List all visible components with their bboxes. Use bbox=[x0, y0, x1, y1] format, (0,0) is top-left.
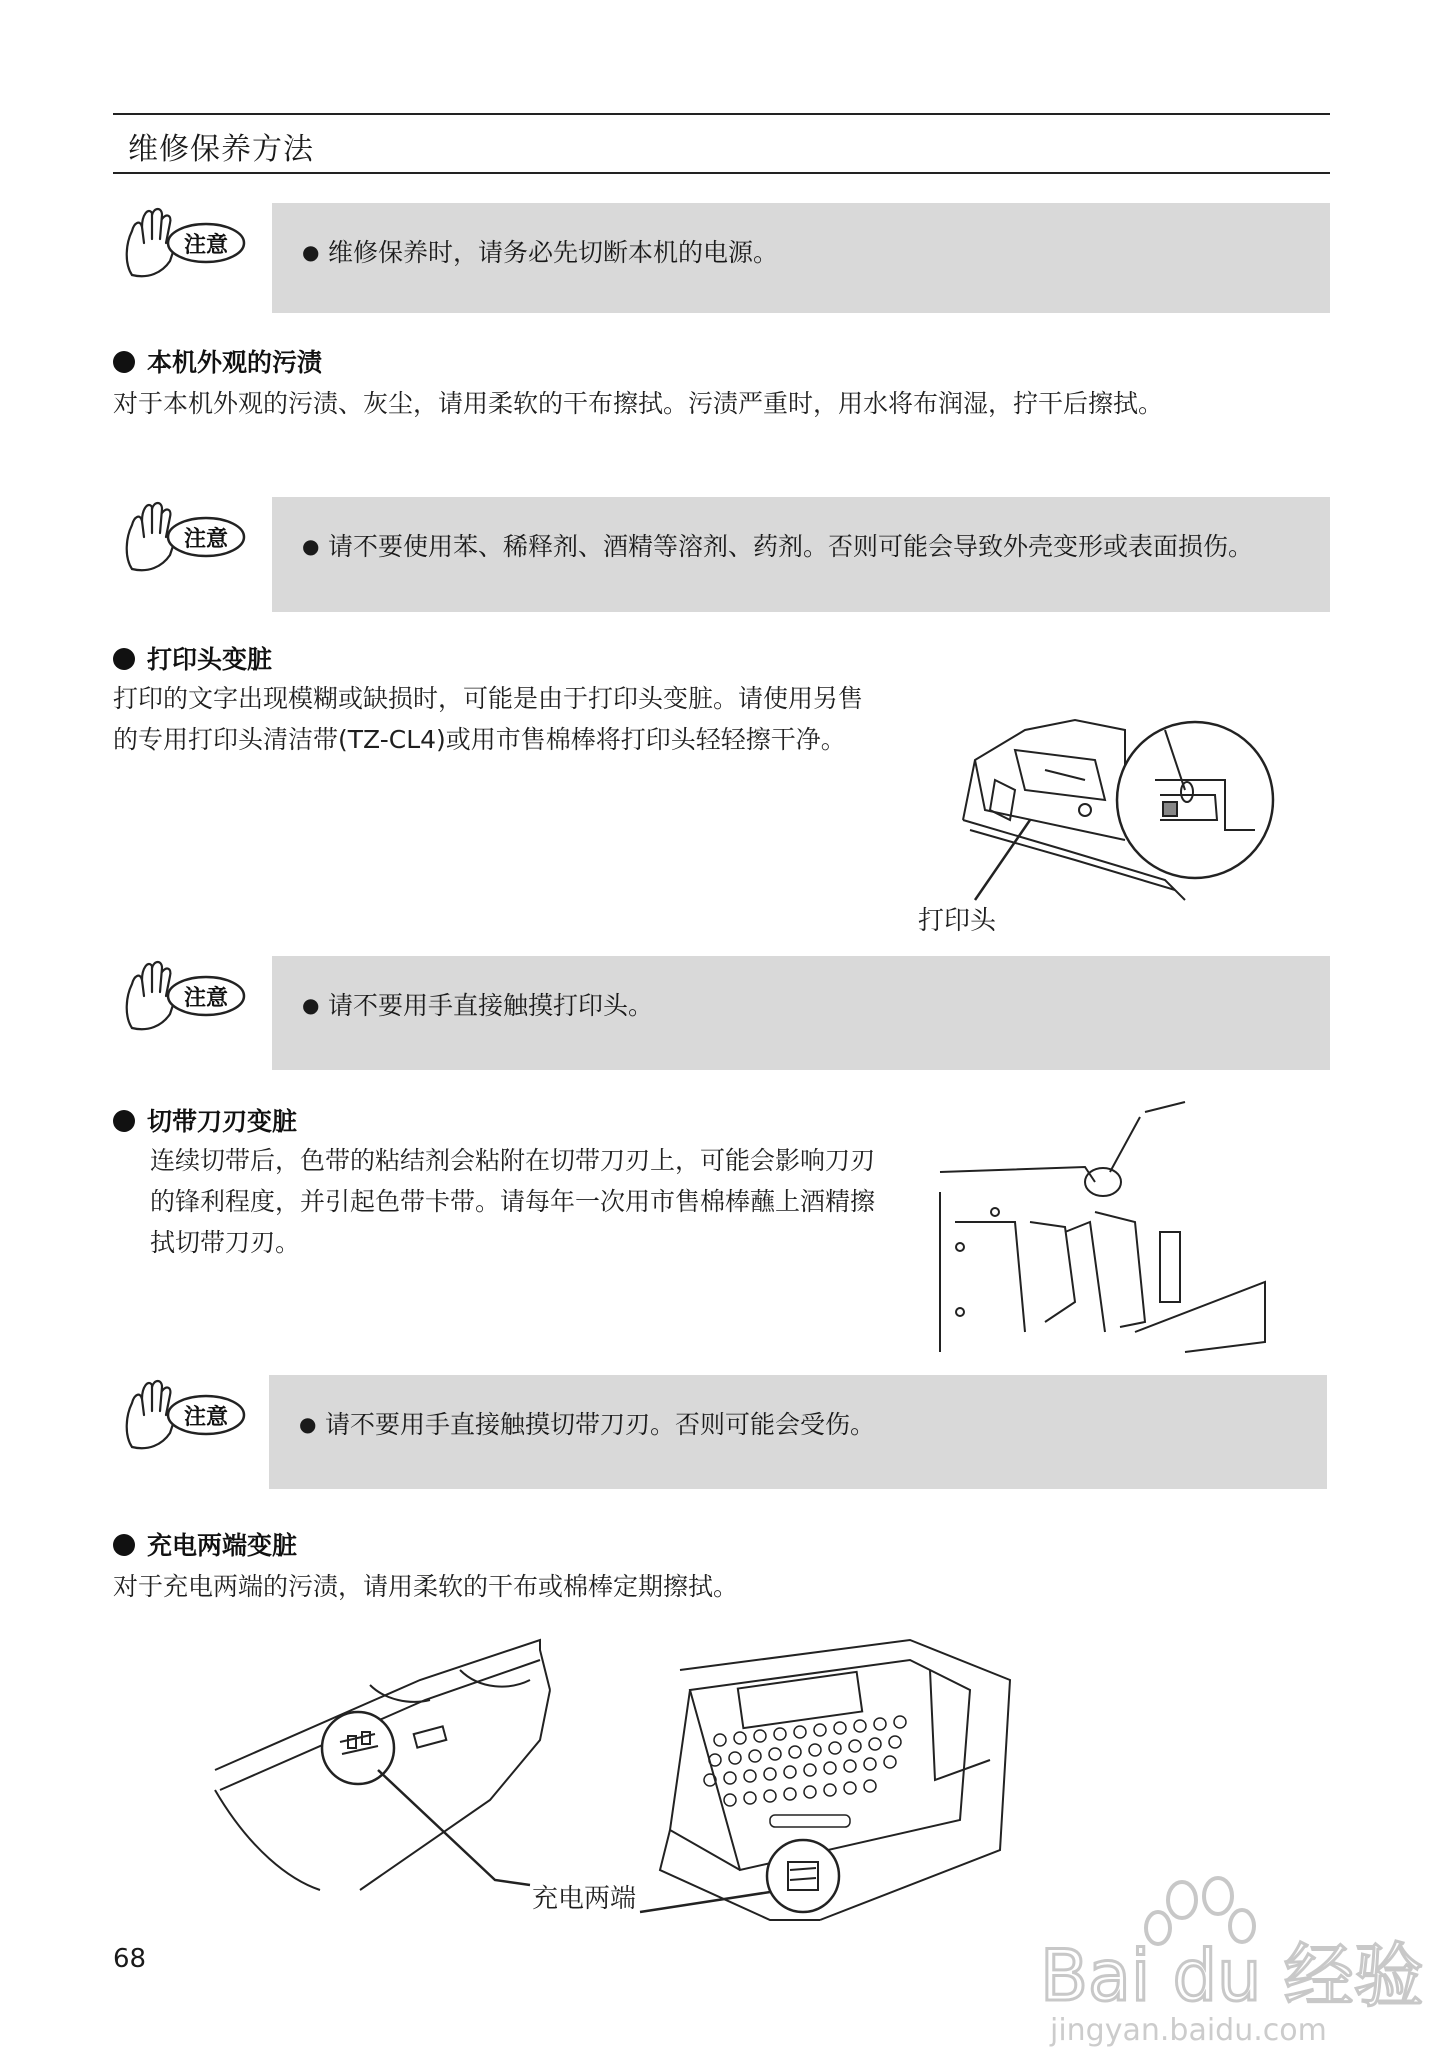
svg-text:注意: 注意 bbox=[183, 986, 229, 1011]
notice-box-4: ● 请不要用手直接触摸切带刀刃。否则可能会受伤。 bbox=[269, 1375, 1327, 1489]
notice-text: 请不要用手直接触摸切带刀刃。否则可能会受伤。 bbox=[325, 1410, 876, 1439]
svg-text:注意: 注意 bbox=[183, 1405, 229, 1430]
section-heading: 切带刀刃变脏 bbox=[113, 1102, 297, 1138]
notice-text: 请不要用手直接触摸打印头。 bbox=[328, 991, 654, 1020]
notice-box-2: ● 请不要使用苯、稀释剂、酒精等溶剂、药剂。否则可能会导致外壳变形或表面损伤。 bbox=[272, 497, 1330, 612]
watermark-brand: Bai du 经验 bbox=[1040, 1935, 1424, 2017]
section-body: 打印的文字出现模糊或缺损时，可能是由于打印头变脏。请使用另售的专用打印头清洁带(TZ-CL4)或用市售棉棒将打印头轻轻擦干净。 bbox=[113, 684, 864, 754]
section-body: 对于充电两端的污渍，请用柔软的干布或棉棒定期擦拭。 bbox=[113, 1572, 739, 1601]
print-head-illustration bbox=[955, 690, 1295, 910]
caution-label: 注意 bbox=[183, 233, 229, 258]
section-heading: 本机外观的污渍 bbox=[113, 343, 322, 379]
cutter-blade-illustration bbox=[935, 1102, 1275, 1352]
page-number: 68 bbox=[113, 1944, 147, 1974]
top-rule bbox=[113, 113, 1330, 115]
caution-hand-icon bbox=[118, 497, 248, 577]
svg-text:注意: 注意 bbox=[183, 527, 229, 552]
title-underline bbox=[113, 172, 1330, 174]
charging-terminals-caption: 充电两端 bbox=[532, 1884, 637, 1914]
notice-text: 请不要使用苯、稀释剂、酒精等溶剂、药剂。否则可能会导致外壳变形或表面损伤。 bbox=[328, 532, 1254, 561]
notice-text: 维修保养时，请务必先切断本机的电源。 bbox=[328, 238, 779, 267]
notice-box-1: ● 维修保养时，请务必先切断本机的电源。 bbox=[272, 203, 1330, 313]
section-body: 对于本机外观的污渍、灰尘，请用柔软的干布擦拭。污渍严重时，用水将布润湿，拧干后擦拭。 bbox=[113, 389, 1164, 418]
section-heading: 充电两端变脏 bbox=[113, 1526, 297, 1562]
section-body: 连续切带后，色带的粘结剂会粘附在切带刀刃上，可能会影响刀刃的锋利程度，并引起色带卡带。请每年一次用市售棉棒蘸上酒精擦拭切带刀刃。 bbox=[150, 1146, 876, 1257]
caution-hand-icon bbox=[118, 203, 248, 283]
charging-terminals-illustration bbox=[210, 1630, 1050, 1920]
caution-hand-icon bbox=[118, 1375, 248, 1455]
print-head-caption: 打印头 bbox=[918, 906, 997, 936]
caution-hand-icon bbox=[118, 956, 248, 1036]
notice-box-3: ● 请不要用手直接触摸打印头。 bbox=[272, 956, 1330, 1070]
section-heading: 打印头变脏 bbox=[113, 640, 272, 676]
page-title: 维修保养方法 bbox=[128, 132, 314, 167]
watermark-url: jingyan.baidu.com bbox=[1050, 2013, 1327, 2048]
baidu-watermark-logo bbox=[1030, 1860, 1424, 2050]
